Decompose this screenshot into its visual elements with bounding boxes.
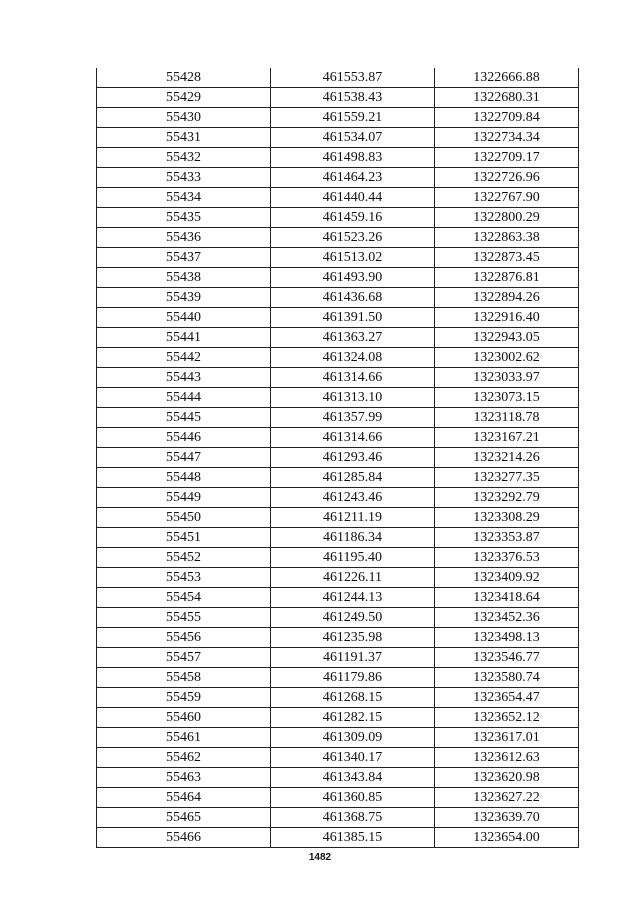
y-coordinate-cell: 1323118.78: [435, 408, 579, 428]
y-coordinate-cell: 1322666.88: [435, 68, 579, 88]
x-coordinate-cell: 461368.75: [271, 808, 435, 828]
y-coordinate-cell: 1323376.53: [435, 548, 579, 568]
table-row: [97, 648, 579, 668]
y-coordinate-cell: 1323033.97: [435, 368, 579, 388]
table-row: [97, 788, 579, 808]
table-row: [97, 368, 579, 388]
x-coordinate-cell: 461459.16: [271, 208, 435, 228]
y-coordinate-cell: 1323277.35: [435, 468, 579, 488]
y-coordinate-cell: 1323073.15: [435, 388, 579, 408]
point-id-cell: 55432: [97, 148, 271, 168]
x-coordinate-cell: 461360.85: [271, 788, 435, 808]
x-coordinate-cell: 461285.84: [271, 468, 435, 488]
table-row: [97, 468, 579, 488]
point-id-cell: 55450: [97, 508, 271, 528]
table-row: [97, 68, 579, 88]
y-coordinate-cell: 1323580.74: [435, 668, 579, 688]
x-coordinate-cell: 461363.27: [271, 328, 435, 348]
table-row: [97, 408, 579, 428]
y-coordinate-cell: 1323002.62: [435, 348, 579, 368]
y-coordinate-cell: 1322873.45: [435, 248, 579, 268]
point-id-cell: 55442: [97, 348, 271, 368]
y-coordinate-cell: 1322709.17: [435, 148, 579, 168]
point-id-cell: 55448: [97, 468, 271, 488]
y-coordinate-cell: 1323409.92: [435, 568, 579, 588]
point-id-cell: 55438: [97, 268, 271, 288]
x-coordinate-cell: 461559.21: [271, 108, 435, 128]
point-id-cell: 55430: [97, 108, 271, 128]
table-row: [97, 448, 579, 468]
point-id-cell: 55458: [97, 668, 271, 688]
point-id-cell: 55431: [97, 128, 271, 148]
point-id-cell: 55445: [97, 408, 271, 428]
point-id-cell: 55454: [97, 588, 271, 608]
point-id-cell: 55440: [97, 308, 271, 328]
x-coordinate-cell: 461211.19: [271, 508, 435, 528]
point-id-cell: 55441: [97, 328, 271, 348]
table-row: [97, 108, 579, 128]
table-row: [97, 528, 579, 548]
y-coordinate-cell: 1322767.90: [435, 188, 579, 208]
y-coordinate-cell: 1323498.13: [435, 628, 579, 648]
table-row: [97, 548, 579, 568]
x-coordinate-cell: 461186.34: [271, 528, 435, 548]
y-coordinate-cell: 1323639.70: [435, 808, 579, 828]
point-id-cell: 55449: [97, 488, 271, 508]
x-coordinate-cell: 461534.07: [271, 128, 435, 148]
table-row: [97, 488, 579, 508]
y-coordinate-cell: 1323617.01: [435, 728, 579, 748]
table-row: [97, 188, 579, 208]
y-coordinate-cell: 1322800.29: [435, 208, 579, 228]
table-row: [97, 348, 579, 368]
point-id-cell: 55444: [97, 388, 271, 408]
point-id-cell: 55429: [97, 88, 271, 108]
y-coordinate-cell: 1323652.12: [435, 708, 579, 728]
x-coordinate-cell: 461324.08: [271, 348, 435, 368]
table-row: [97, 328, 579, 348]
table-row: [97, 708, 579, 728]
point-id-cell: 55456: [97, 628, 271, 648]
table-row: [97, 828, 579, 848]
table-row: [97, 808, 579, 828]
y-coordinate-cell: 1323214.26: [435, 448, 579, 468]
table-row: [97, 248, 579, 268]
x-coordinate-cell: 461191.37: [271, 648, 435, 668]
point-id-cell: 55463: [97, 768, 271, 788]
table-row: [97, 768, 579, 788]
table-row: [97, 88, 579, 108]
x-coordinate-cell: 461243.46: [271, 488, 435, 508]
y-coordinate-cell: 1323452.36: [435, 608, 579, 628]
table-row: [97, 568, 579, 588]
table-row: [97, 148, 579, 168]
y-coordinate-cell: 1322863.38: [435, 228, 579, 248]
x-coordinate-cell: 461293.46: [271, 448, 435, 468]
point-id-cell: 55451: [97, 528, 271, 548]
y-coordinate-cell: 1322876.81: [435, 268, 579, 288]
x-coordinate-cell: 461343.84: [271, 768, 435, 788]
y-coordinate-cell: 1323353.87: [435, 528, 579, 548]
point-id-cell: 55453: [97, 568, 271, 588]
x-coordinate-cell: 461309.09: [271, 728, 435, 748]
table-row: [97, 208, 579, 228]
point-id-cell: 55435: [97, 208, 271, 228]
x-coordinate-cell: 461538.43: [271, 88, 435, 108]
x-coordinate-cell: 461314.66: [271, 368, 435, 388]
coordinates-table: [96, 68, 579, 848]
point-id-cell: 55443: [97, 368, 271, 388]
table-row: [97, 608, 579, 628]
point-id-cell: 55446: [97, 428, 271, 448]
table-row: [97, 388, 579, 408]
table-row: [97, 288, 579, 308]
x-coordinate-cell: 461385.15: [271, 828, 435, 848]
y-coordinate-cell: 1323308.29: [435, 508, 579, 528]
table-row: [97, 728, 579, 748]
x-coordinate-cell: 461268.15: [271, 688, 435, 708]
x-coordinate-cell: 461314.66: [271, 428, 435, 448]
point-id-cell: 55459: [97, 688, 271, 708]
point-id-cell: 55439: [97, 288, 271, 308]
point-id-cell: 55447: [97, 448, 271, 468]
table-row: [97, 228, 579, 248]
page-number: 1482: [308, 852, 332, 863]
y-coordinate-cell: 1322916.40: [435, 308, 579, 328]
point-id-cell: 55464: [97, 788, 271, 808]
table-row: [97, 268, 579, 288]
x-coordinate-cell: 461391.50: [271, 308, 435, 328]
point-id-cell: 55461: [97, 728, 271, 748]
y-coordinate-cell: 1323546.77: [435, 648, 579, 668]
x-coordinate-cell: 461244.13: [271, 588, 435, 608]
table-row: [97, 508, 579, 528]
x-coordinate-cell: 461513.02: [271, 248, 435, 268]
x-coordinate-cell: 461553.87: [271, 68, 435, 88]
y-coordinate-cell: 1322734.34: [435, 128, 579, 148]
x-coordinate-cell: 461249.50: [271, 608, 435, 628]
x-coordinate-cell: 461436.68: [271, 288, 435, 308]
point-id-cell: 55428: [97, 68, 271, 88]
table-row: [97, 668, 579, 688]
point-id-cell: 55460: [97, 708, 271, 728]
table-row: [97, 308, 579, 328]
y-coordinate-cell: 1322709.84: [435, 108, 579, 128]
point-id-cell: 55457: [97, 648, 271, 668]
x-coordinate-cell: 461340.17: [271, 748, 435, 768]
table-row: [97, 748, 579, 768]
x-coordinate-cell: 461357.99: [271, 408, 435, 428]
x-coordinate-cell: 461235.98: [271, 628, 435, 648]
coordinates-table-body: [97, 68, 579, 848]
x-coordinate-cell: 461195.40: [271, 548, 435, 568]
x-coordinate-cell: 461493.90: [271, 268, 435, 288]
table-row: [97, 428, 579, 448]
x-coordinate-cell: 461282.15: [271, 708, 435, 728]
point-id-cell: 55462: [97, 748, 271, 768]
table-row: [97, 588, 579, 608]
x-coordinate-cell: 461179.86: [271, 668, 435, 688]
x-coordinate-cell: 461226.11: [271, 568, 435, 588]
y-coordinate-cell: 1322943.05: [435, 328, 579, 348]
y-coordinate-cell: 1322726.96: [435, 168, 579, 188]
point-id-cell: 55452: [97, 548, 271, 568]
y-coordinate-cell: 1323292.79: [435, 488, 579, 508]
x-coordinate-cell: 461313.10: [271, 388, 435, 408]
point-id-cell: 55436: [97, 228, 271, 248]
y-coordinate-cell: 1323167.21: [435, 428, 579, 448]
table-row: [97, 628, 579, 648]
y-coordinate-cell: 1323620.98: [435, 768, 579, 788]
table-row: [97, 128, 579, 148]
y-coordinate-cell: 1323627.22: [435, 788, 579, 808]
y-coordinate-cell: 1323654.47: [435, 688, 579, 708]
y-coordinate-cell: 1323612.63: [435, 748, 579, 768]
x-coordinate-cell: 461464.23: [271, 168, 435, 188]
point-id-cell: 55465: [97, 808, 271, 828]
y-coordinate-cell: 1322680.31: [435, 88, 579, 108]
point-id-cell: 55433: [97, 168, 271, 188]
point-id-cell: 55434: [97, 188, 271, 208]
y-coordinate-cell: 1323654.00: [435, 828, 579, 848]
point-id-cell: 55437: [97, 248, 271, 268]
table-row: [97, 688, 579, 708]
x-coordinate-cell: 461498.83: [271, 148, 435, 168]
table-row: [97, 168, 579, 188]
point-id-cell: 55455: [97, 608, 271, 628]
x-coordinate-cell: 461523.26: [271, 228, 435, 248]
point-id-cell: 55466: [97, 828, 271, 848]
y-coordinate-cell: 1322894.26: [435, 288, 579, 308]
x-coordinate-cell: 461440.44: [271, 188, 435, 208]
y-coordinate-cell: 1323418.64: [435, 588, 579, 608]
